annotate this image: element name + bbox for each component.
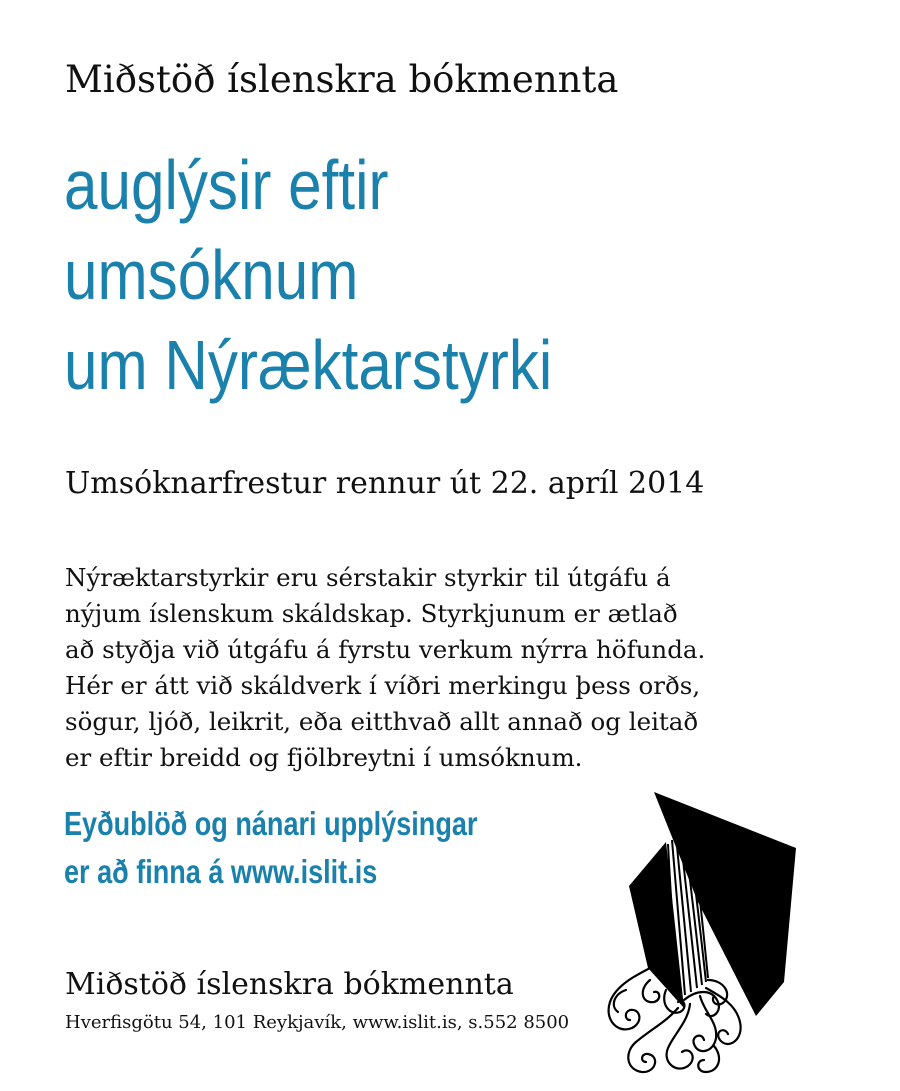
description-line: er eftir breidd og fjölbreytni í umsóknum. [65, 743, 583, 772]
org-address: Hverfisgötu 54, 101 Reykjavík, www.islit.is, s.552 8500 [65, 1012, 570, 1033]
headline-line: um Nýræktarstyrki [64, 326, 553, 404]
headline [64, 140, 552, 410]
description [65, 560, 705, 776]
description-line: Hér er átt við skáldverk í víðri merkingu þess orðs, [65, 671, 701, 700]
headline-line: auglýsir eftir [64, 146, 389, 224]
description-line: að styðja við útgáfu á fyrstu verkum nýrra höfunda. [65, 635, 706, 664]
description-line: nýjum íslenskum skáldskap. Styrkjunum er ætlað [65, 599, 678, 628]
info-line: er að finna á www.islit.is [64, 853, 378, 890]
headline-line: umsóknum [64, 236, 359, 314]
info-callout [64, 800, 477, 896]
description-line: sögur, ljóð, leikrit, eða eitthvað allt annað og leitað [65, 707, 699, 736]
org-name-bottom: Miðstöð íslenskra bókmennta [65, 967, 514, 1002]
org-name-top: Miðstöð íslenskra bókmennta [65, 58, 619, 101]
open-book-swirls-icon [596, 790, 806, 1080]
description-line: Nýræktarstyrkir eru sérstakir styrkir til útgáfu á [65, 563, 671, 592]
deadline-text: Umsóknarfrestur rennur út 22. apríl 2014 [65, 466, 705, 501]
info-line: Eyðublöð og nánari upplýsingar [64, 805, 478, 842]
